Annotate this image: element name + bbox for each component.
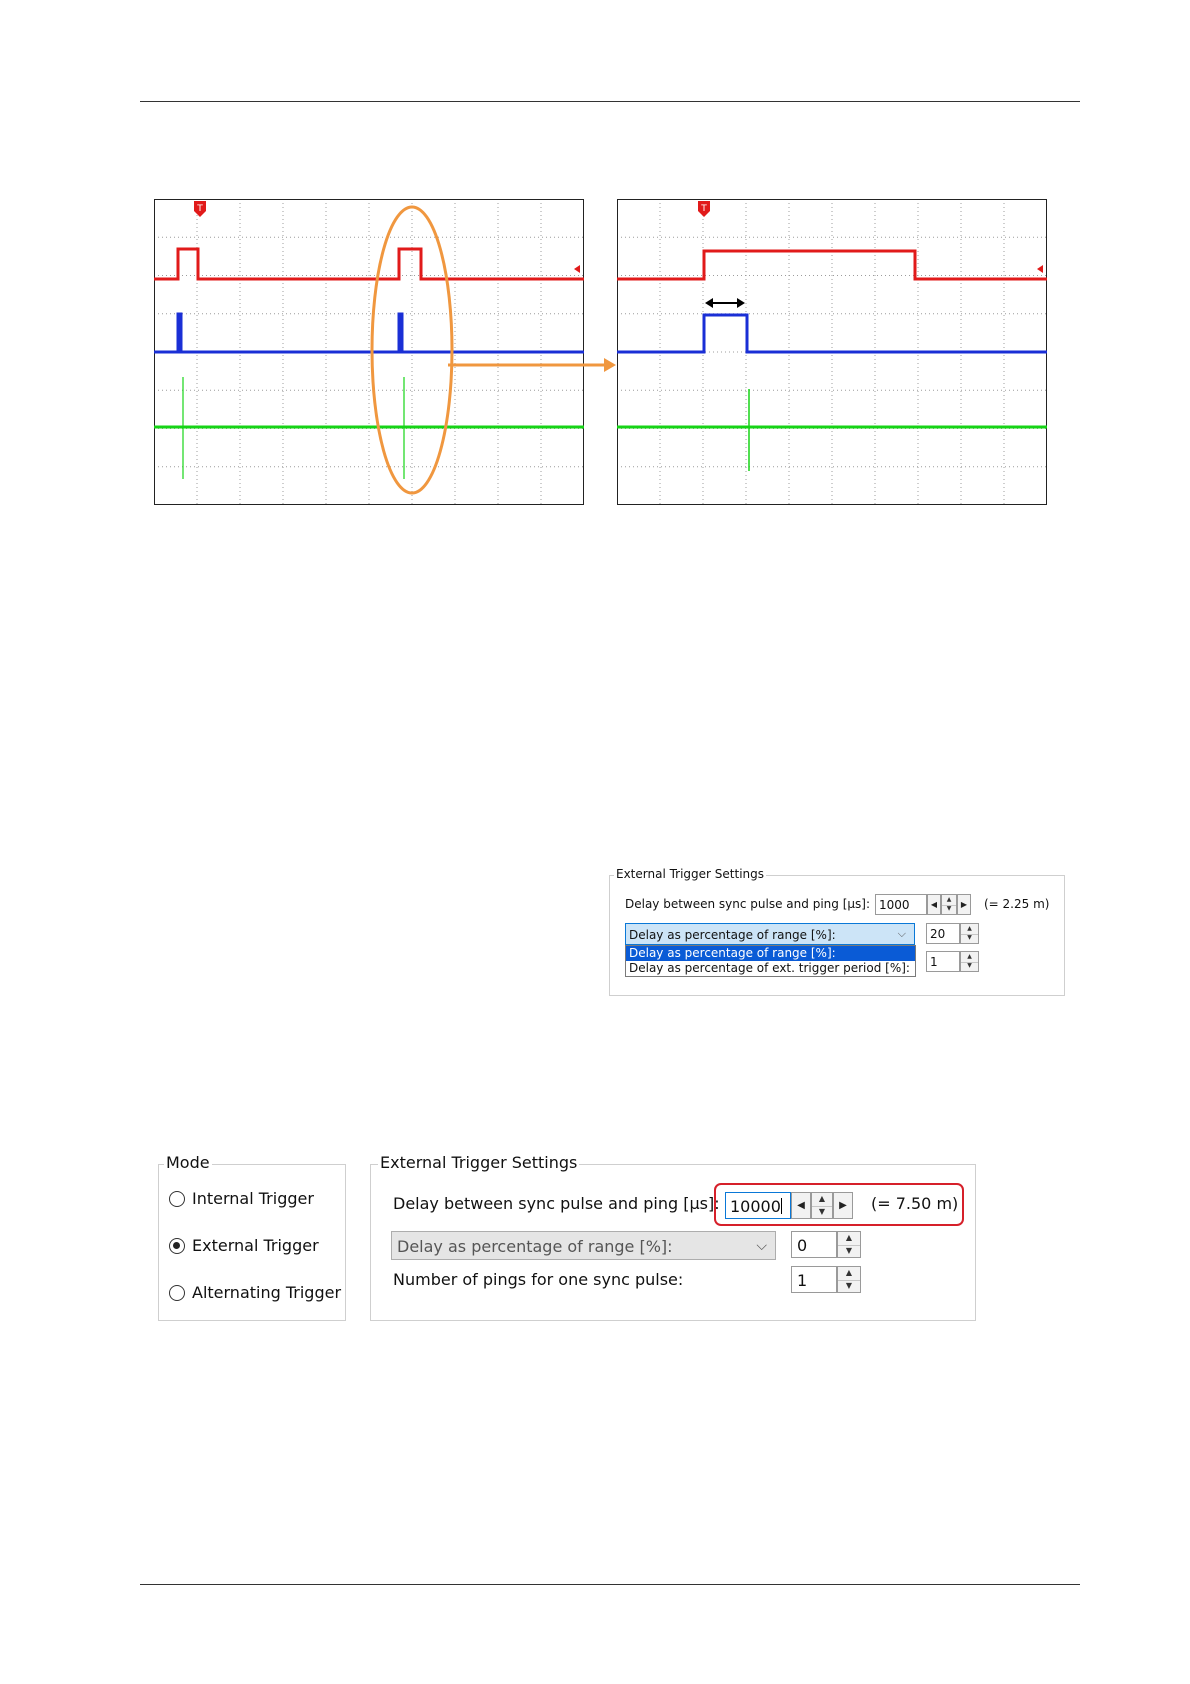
radio-button-selected[interactable] xyxy=(169,1238,185,1254)
svg-text:T: T xyxy=(197,204,203,214)
small-pings-input[interactable]: 1 xyxy=(926,951,960,972)
spin-down-icon[interactable]: ▼ xyxy=(818,1206,826,1216)
spin-down-icon[interactable]: ▼ xyxy=(845,1280,853,1290)
spin-up-icon[interactable]: ▲ xyxy=(838,1267,860,1281)
delay-label: Delay between sync pulse and ping [µs]: xyxy=(393,1194,720,1213)
small-percent-spinner[interactable] xyxy=(960,923,979,944)
spin-down-icon[interactable]: ▼ xyxy=(946,905,952,913)
dropdown-option[interactable]: Delay as percentage of range [%]: xyxy=(626,946,915,961)
delay-input[interactable] xyxy=(725,1192,791,1219)
small-delay-meters: (= 2.25 m) xyxy=(984,897,1050,911)
spin-down-icon[interactable]: ▼ xyxy=(967,934,972,942)
radio-button[interactable] xyxy=(169,1285,185,1301)
oscilloscope-right-svg xyxy=(617,199,1047,505)
small-delay-label: Delay between sync pulse and ping [µs]: xyxy=(625,897,870,911)
small-delay-mode-combo[interactable] xyxy=(625,923,915,945)
radio-button[interactable] xyxy=(169,1191,185,1207)
oscilloscope-left xyxy=(154,199,584,505)
spin-down-icon[interactable]: ▼ xyxy=(845,1245,853,1255)
spin-up-icon[interactable]: ▲ xyxy=(961,924,978,935)
small-pings-spinner[interactable] xyxy=(960,951,979,972)
pings-label: Number of pings for one sync pulse: xyxy=(393,1270,684,1289)
zoom-arrow-icon xyxy=(448,354,618,376)
pings-spinner[interactable] xyxy=(837,1266,861,1293)
spin-up-icon[interactable]: ▲ xyxy=(942,895,956,906)
svg-text:T: T xyxy=(701,204,707,214)
channel-1-level-marker xyxy=(574,265,580,273)
spin-down-icon[interactable]: ▼ xyxy=(967,962,972,970)
delay-mode-combo[interactable] xyxy=(391,1231,776,1260)
dropdown-option[interactable]: Delay as percentage of ext. trigger period [%]: xyxy=(629,961,910,975)
oscilloscope-right xyxy=(617,199,1047,505)
small-ext-trigger-legend: External Trigger Settings xyxy=(616,867,765,881)
channel-1-level-marker xyxy=(1037,265,1043,273)
radio-dot-icon xyxy=(173,1242,180,1249)
delay-decrement-button[interactable]: ◀ xyxy=(791,1192,811,1219)
percent-input[interactable]: 0 xyxy=(791,1231,837,1258)
small-delay-input[interactable]: 1000 xyxy=(875,894,927,915)
combo-value: Delay as percentage of range [%]: xyxy=(397,1237,673,1256)
header-rule xyxy=(140,101,1080,102)
text-cursor xyxy=(781,1198,782,1214)
chevron-down-icon: ⌵ xyxy=(756,1237,767,1254)
delay-input-value: 10000 xyxy=(730,1197,781,1216)
radio-label: External Trigger xyxy=(192,1236,319,1255)
small-delay-increment-button[interactable]: ▶ xyxy=(957,894,971,915)
percent-spinner[interactable] xyxy=(837,1231,861,1258)
chevron-down-icon: ⌵ xyxy=(897,927,906,940)
small-dropdown-list xyxy=(625,945,916,977)
small-delay-spinner[interactable] xyxy=(941,894,957,915)
small-delay-decrement-button[interactable]: ◀ xyxy=(927,894,941,915)
delay-double-arrow-icon xyxy=(705,298,745,308)
spin-up-icon[interactable]: ▲ xyxy=(812,1193,832,1207)
spin-up-icon[interactable]: ▲ xyxy=(838,1232,860,1246)
small-percent-input[interactable]: 20 xyxy=(926,923,960,944)
small-combo-value: Delay as percentage of range [%]: xyxy=(629,928,836,942)
trigger-marker-icon xyxy=(194,201,206,217)
ext-trigger-legend: External Trigger Settings xyxy=(380,1153,578,1172)
delay-increment-button[interactable]: ▶ xyxy=(833,1192,853,1219)
spin-up-icon[interactable]: ▲ xyxy=(961,952,978,963)
radio-label: Alternating Trigger xyxy=(192,1283,342,1302)
oscilloscope-left-svg xyxy=(154,199,584,505)
channel-2-trace xyxy=(617,315,1047,352)
mode-legend: Mode xyxy=(166,1153,210,1172)
footer-rule xyxy=(140,1584,1080,1585)
radio-label: Internal Trigger xyxy=(192,1189,314,1208)
delay-spinner[interactable] xyxy=(811,1192,833,1219)
delay-meters: (= 7.50 m) xyxy=(871,1194,959,1213)
trigger-marker-icon xyxy=(698,201,710,217)
pings-input[interactable]: 1 xyxy=(791,1266,837,1293)
